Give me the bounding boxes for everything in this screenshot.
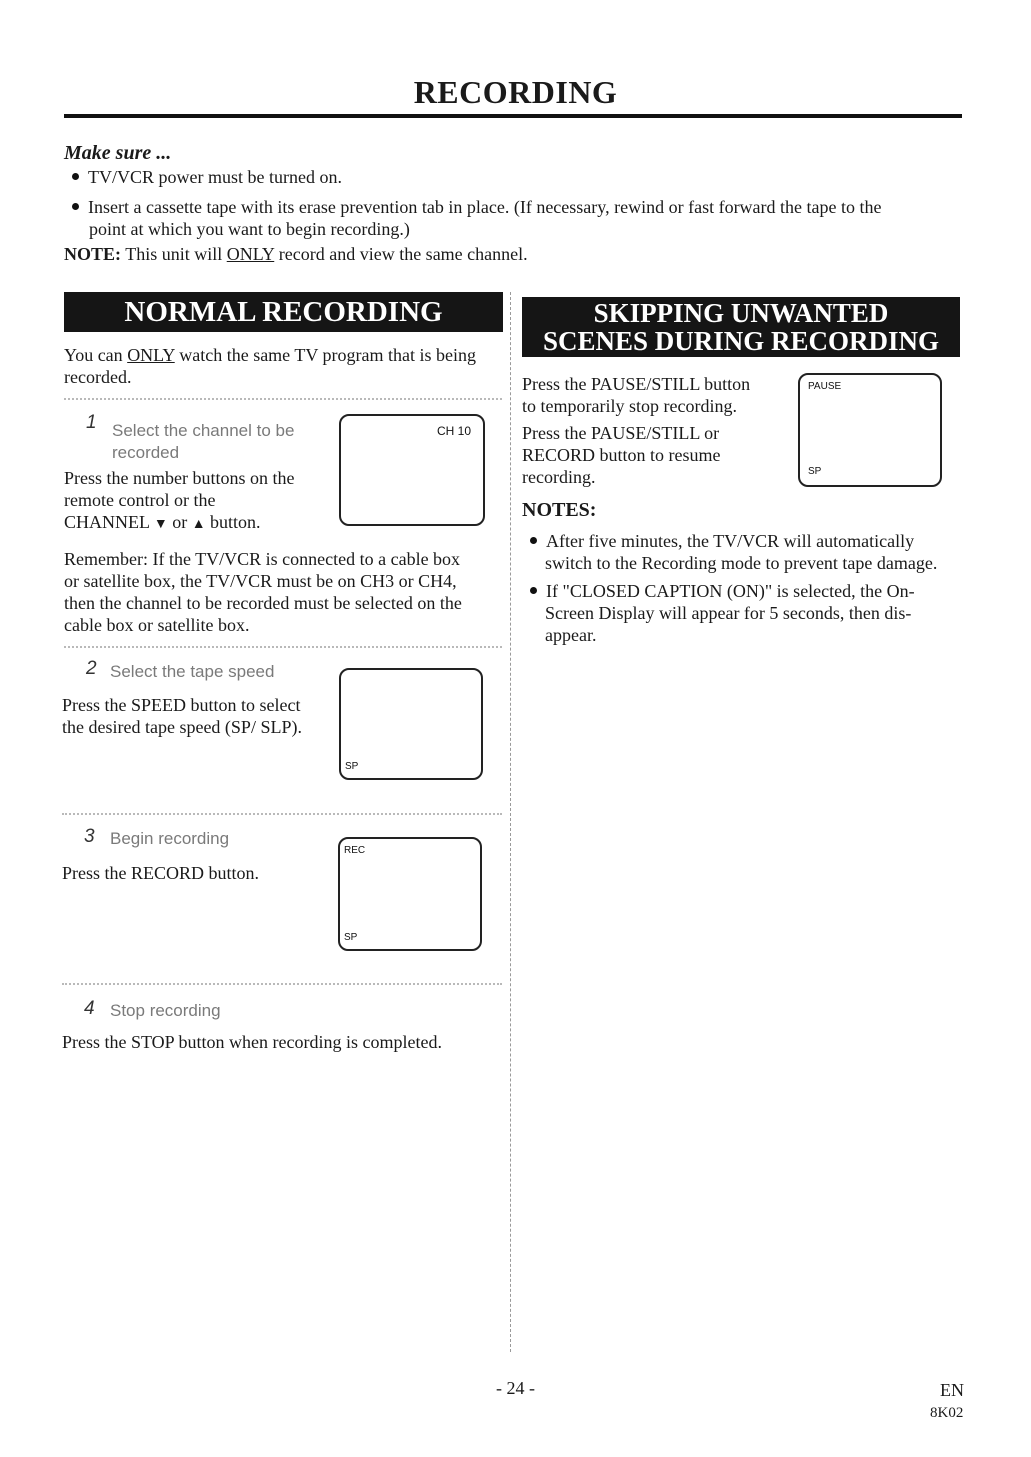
screen-channel-display: CH 10 [436,424,471,438]
bullet-power: TV/VCR power must be turned on. [72,166,342,188]
screen-speed-indicator: SP [345,761,359,772]
screen-speed-indicator: SP [344,932,358,943]
screen-pause-indicator: PAUSE [808,381,842,392]
note-closed-caption: If "CLOSED CAPTION (ON)" is selected, the On- Screen Display will appear for 5 seconds, then dis- appear. [530,580,962,646]
cable-box-remember: Remember: If the TV/VCR is connected to a cable box or satellite box, the TV/VCR must be on CH3 or CH4, then the channel to be recorded must be selected on the cable box or satellite box. [64,549,462,635]
down-triangle-icon: ▼ [153,517,168,532]
tv-screen-rec [338,837,482,951]
skipping-scenes-banner: SKIPPING UNWANTED SCENES DURING RECORDING [522,297,960,357]
section-divider [64,398,502,400]
step-4-number: 4 [84,998,95,1019]
screen-speed-indicator: SP [808,466,822,477]
tv-screen-pause [798,373,942,487]
step-2-title: Select the tape speed [110,662,275,681]
step-3-number: 3 [84,826,95,847]
page-title: RECORDING [413,74,618,110]
step-3-title: Begin recording [110,829,230,848]
step-1-title: Select the channel to be recorded [112,421,295,462]
make-sure-heading: Make sure ... [64,142,172,164]
note-auto-record: After five minutes, the TV/VCR will automatically switch to the Recording mode to prevent tape damage. [530,530,962,574]
step-2-number: 2 [86,658,97,679]
tv-screen-speed [339,668,483,780]
bullet-dot-icon [72,203,79,210]
tv-screen-ch10 [339,414,485,526]
step-4-title: Stop recording [110,1001,221,1020]
column-divider [510,292,511,1352]
up-triangle-icon: ▲ [191,517,206,532]
language-code: EN [940,1380,964,1400]
model-code: 8K02 [930,1405,964,1421]
pause-instructions: Press the PAUSE/STILL button to temporarily stop recording. Press the PAUSE/STILL or RECORD button to resume recording. [522,374,751,487]
bullet-dot-icon [72,173,79,180]
bullet-dot-icon [530,537,537,544]
normal-recording-banner: NORMAL RECORDING [64,292,503,332]
bullet-dot-icon [530,587,537,594]
section-divider [62,813,502,815]
normal-recording-intro: You can ONLY watch the same TV program that is being recorded. [64,345,476,387]
notes-heading: NOTES: [522,499,597,521]
section-divider [64,646,502,648]
section-divider [62,983,502,985]
step-3-instructions: Press the RECORD button. [62,863,260,883]
step-1-number: 1 [86,412,97,433]
bullet-cassette: Insert a cassette tape with its erase prevention tab in place. (If necessary, rewind or fast forward the tape to the point at which you want to begin recording.) [72,196,967,240]
title-rule [64,114,962,118]
screen-rec-indicator: REC [344,845,366,856]
channel-note: NOTE: This unit will ONLY record and view the same channel. [64,244,528,264]
step-4-instructions: Press the STOP button when recording is completed. [62,1032,442,1052]
page-number: - 24 - [496,1378,535,1398]
step-2-instructions: Press the SPEED button to select the desired tape speed (SP/ SLP). [62,695,302,737]
step-1-instructions: Press the number buttons on the remote control or the CHANNEL ▼ or ▲ button. [64,468,295,532]
